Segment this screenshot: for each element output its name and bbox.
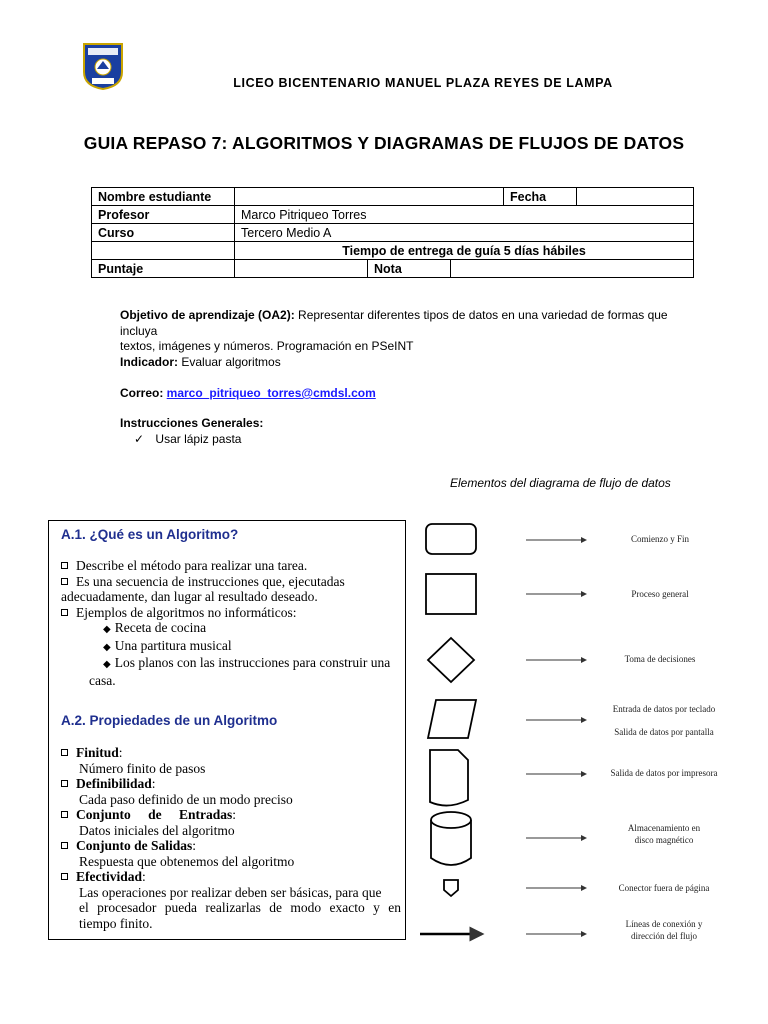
legend-printer: Salida de datos por impresora	[610, 768, 718, 778]
a1-sub-2: Una partitura musical	[114, 637, 232, 653]
square-bullet-icon	[61, 873, 68, 880]
course-label: Curso	[92, 224, 235, 242]
section-a1-list	[61, 558, 401, 688]
legend-start-end: Comienzo y Fin	[631, 534, 689, 544]
school-name: LICEO BICENTENARIO MANUEL PLAZA REYES DE LAMPA	[233, 76, 613, 90]
email-line	[120, 386, 376, 402]
instructions-label: Instrucciones Generales:	[120, 416, 264, 430]
diamond-bullet-icon: ◆	[103, 641, 111, 653]
table-row	[92, 206, 694, 224]
prop-4-desc: Respuesta que obtenemos del algoritmo	[79, 853, 295, 869]
section-a2-title: A.2. Propiedades de un Algoritmo	[61, 713, 278, 728]
document-shape	[430, 750, 468, 806]
indicator-label: Indicador:	[120, 355, 179, 369]
a1-bullet-1: Describe el método para realizar una tarea.	[76, 558, 308, 573]
objective-text: Representar diferentes tipos de datos en una variedad de formas que incluya	[120, 308, 668, 338]
email-label: Correo:	[120, 386, 167, 400]
check-icon: ✓	[134, 431, 145, 446]
objective	[120, 308, 700, 355]
grade-label: Nota	[368, 260, 451, 278]
table-row	[92, 260, 694, 278]
terminator-shape	[426, 524, 476, 554]
prop-1-name: Finitud	[76, 745, 119, 760]
table-row	[92, 224, 694, 242]
a1-bullet-2-cont: adecuadamente, dan lugar al resultado deseado.	[61, 589, 318, 604]
decision-shape	[428, 638, 474, 682]
page-title: GUIA REPASO 7: ALGORITMOS Y DIAGRAMAS DE FLUJOS DE DATOS	[83, 133, 685, 153]
square-bullet-icon	[61, 609, 68, 616]
legend-process: Proceso general	[631, 589, 689, 599]
table-row	[92, 188, 694, 206]
instructions	[120, 416, 263, 447]
student-label: Nombre estudiante	[92, 188, 235, 206]
indicator	[120, 355, 281, 371]
indicator-text: Evaluar algoritmos	[178, 355, 281, 369]
legend-lines-2: dirección del flujo	[631, 931, 697, 941]
section-a1-title: A.1. ¿Qué es un Algoritmo?	[61, 527, 239, 542]
student-field[interactable]	[235, 188, 504, 206]
score-field[interactable]	[235, 260, 368, 278]
legend-storage	[600, 822, 728, 846]
prop-5-desc-1: Las operaciones por realizar deben ser básicas, para que	[79, 884, 382, 900]
legend-connector: Conector fuera de página	[618, 883, 710, 893]
a1-bullet-3: Ejemplos de algoritmos no informáticos:	[76, 604, 297, 620]
algorithm-box	[48, 520, 406, 940]
legend-input: Entrada de datos por teclado	[612, 704, 716, 714]
elements-caption: Elementos del diagrama de flujo de datos	[450, 476, 671, 490]
square-bullet-icon	[61, 842, 68, 849]
student-info-table	[91, 187, 694, 278]
diamond-bullet-icon: ◆	[103, 624, 111, 635]
square-bullet-icon	[61, 811, 68, 818]
diamond-bullet-icon: ◆	[103, 659, 111, 670]
offpage-connector-shape	[444, 880, 458, 896]
prop-5-desc-3: tiempo finito.	[79, 915, 153, 931]
prop-1-desc: Número finito de pasos	[79, 760, 206, 776]
teacher-label: Profesor	[92, 206, 235, 224]
legend-output-screen: Salida de datos por pantalla	[614, 727, 714, 737]
teacher-value: Marco Pitriqueo Torres	[235, 206, 694, 224]
objective-text-2: textos, imágenes y números. Programación en PSeINT	[120, 339, 414, 353]
course-value: Tercero Medio A	[235, 224, 694, 242]
a1-sub-3-cont: casa.	[89, 672, 116, 688]
instruction-item: Usar lápiz pasta	[155, 431, 242, 446]
a1-sub-1: Receta de cocina	[114, 620, 207, 635]
prop-2-desc: Cada paso definido de un modo preciso	[79, 791, 293, 807]
date-field[interactable]	[577, 188, 694, 206]
legend-lines	[600, 918, 728, 942]
square-bullet-icon	[61, 578, 68, 585]
process-shape	[426, 574, 476, 614]
storage-shape	[431, 820, 471, 865]
legend-storage-2: disco magnético	[634, 835, 694, 845]
input-output-shape	[428, 700, 476, 738]
prop-5-desc-2: el procesador pueda realizarlas de modo exacto y en	[79, 900, 401, 915]
prop-3-name: Conjunto de Entradas	[76, 807, 233, 822]
a1-bullet-2: Es una secuencia de instrucciones que, ejecutadas	[76, 573, 345, 589]
square-bullet-icon	[61, 562, 68, 569]
section-a2-list: Finitud: Número finito de pasos Definibilidad: Cada paso definido de un modo preciso Conjunto de Entradas: Datos iniciales del algoritmo Conjunto de Salidas: Respuesta que obtenemos del algoritmo Efectividad: Las operaciones por realizar deben ser básicas, para que el procesador pueda realizarlas de modo exacto y en tiempo finito.	[61, 745, 401, 931]
square-bullet-icon	[61, 780, 68, 787]
legend-lines-1: Líneas de conexión y	[625, 919, 703, 929]
a1-sub-3: Los planos con las instrucciones para construir una	[114, 655, 391, 670]
grade-field[interactable]	[451, 260, 694, 278]
legend-decision: Toma de decisiones	[624, 654, 696, 664]
email-link[interactable]: marco_pitriqueo_torres@cmdsl.com	[166, 386, 376, 400]
score-label: Puntaje	[92, 260, 235, 278]
prop-4-name: Conjunto de Salidas	[76, 838, 193, 853]
prop-2-name: Definibilidad	[76, 776, 152, 791]
deadline-text: Tiempo de entrega de guía 5 días hábiles	[235, 242, 694, 260]
prop-5-name: Efectividad	[76, 869, 142, 884]
table-row	[92, 242, 694, 260]
square-bullet-icon	[61, 749, 68, 756]
objective-label: Objetivo de aprendizaje (OA2):	[120, 308, 295, 322]
date-label: Fecha	[504, 188, 577, 206]
prop-3-desc: Datos iniciales del algoritmo	[79, 822, 235, 838]
legend-storage-1: Almacenamiento en	[627, 823, 701, 833]
